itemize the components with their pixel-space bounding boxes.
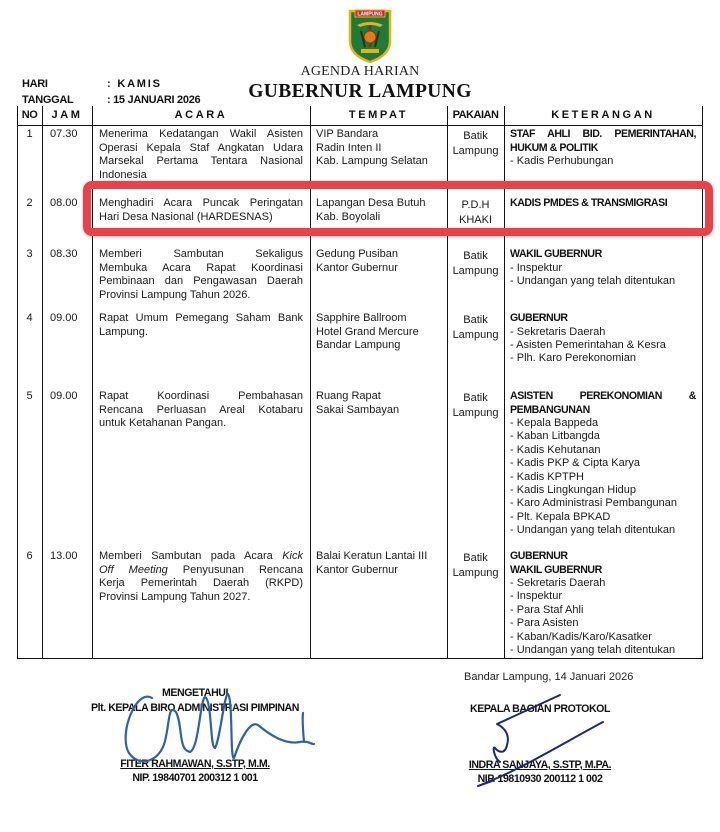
row-dress-code (448, 129, 503, 159)
right-sig-title: KEPALA BAGIAN PROTOKOL (470, 703, 610, 715)
attendee-name: Kaban Litbangda (516, 430, 600, 443)
location-line: Gedung Pusiban (316, 248, 398, 260)
table-border-left (17, 106, 18, 659)
bullet-dash: - (510, 274, 517, 287)
remarks-attendee-item (510, 484, 696, 497)
event-text-line: Provinsi Lampung Tahun 2027. (99, 590, 251, 603)
location-line: Bandar Lampung (316, 339, 401, 351)
bullet-dash: - (510, 484, 517, 497)
table-border-bottom (17, 658, 703, 659)
hari-value: : KAMIS (107, 78, 162, 90)
row-event-description (99, 248, 303, 302)
dress-code-line: Batik (463, 552, 488, 564)
location-line: Balai Keratun Lantai III (316, 550, 428, 562)
attendee-name: Para Asisten (516, 617, 579, 630)
remarks-attendee-heading: ASISTEN PEREKONOMIAN & PEMBANGUNAN (510, 390, 696, 416)
attendee-name: Inspektur (516, 261, 562, 274)
bullet-dash: - (510, 590, 517, 603)
remarks-attendee-item (510, 644, 696, 657)
remarks-attendee-item (510, 430, 696, 443)
row-dress-code (448, 551, 503, 581)
location-line: VIP Bandara (316, 128, 379, 140)
left-sig-line1: MENGETAHUI (162, 687, 228, 699)
location-line: Radin Inten II (316, 141, 382, 154)
dress-code-line: Batik (463, 314, 488, 326)
remarks-attendee-item (510, 275, 696, 288)
remarks-attendee-item (510, 604, 696, 617)
bullet-dash: - (510, 443, 517, 456)
tanggal-label: TANGGAL (22, 94, 74, 106)
remarks-attendee-item (510, 457, 696, 470)
row-location (316, 550, 441, 577)
remarks-attendee-item (510, 444, 696, 457)
right-sig-nip: NIP. 19810930 200112 1 002 (477, 773, 603, 785)
event-text-line: Memberi Sambutan Sekaligus (99, 248, 303, 260)
row-dress-code (448, 391, 503, 421)
remarks-attendee-item (510, 577, 696, 590)
attendee-name: Kadis Kehutanan (516, 443, 601, 456)
lampung-emblem-logo (347, 7, 393, 63)
row-remarks (510, 312, 696, 366)
column-divider (42, 106, 43, 659)
attendee-name: Plt. Kepala BPKAD (516, 510, 611, 523)
location-line: Ruang Rapat (316, 390, 381, 402)
remarks-attendee-item (510, 339, 696, 352)
row-event-description (99, 312, 303, 339)
event-text-line (99, 550, 303, 564)
row-number: 4 (26, 312, 33, 324)
dress-code-line: KHAKI (458, 214, 492, 226)
attendee-name: Para Staf Ahli (516, 603, 584, 616)
row-time: 07.30 (50, 128, 78, 140)
bullet-dash: - (510, 617, 517, 630)
right-signature-block (440, 703, 640, 785)
bullet-dash: - (510, 430, 517, 443)
event-text-line: Indonesia (99, 168, 147, 181)
logo-banner-text: LAMPUNG (357, 11, 383, 18)
location-line: Lapangan Desa Butuh (316, 197, 426, 209)
left-sig-title: Plt. KEPALA BIRO ADMINISTRASI PIMPINAN (91, 702, 299, 714)
hari-label: HARI (22, 78, 48, 90)
bullet-dash: - (510, 457, 517, 470)
bullet-dash: - (510, 325, 517, 338)
place-date: Bandar Lampung, 14 Januari 2026 (464, 671, 634, 683)
row-time: 13.00 (50, 550, 78, 562)
dress-code-line: Batik (463, 130, 488, 142)
event-text-line: Rapat Umum Pemegang Saham Bank (99, 312, 303, 324)
dress-code-line: P.D.H (461, 199, 490, 211)
row-location (316, 312, 441, 353)
attendee-name: Kadis Lingkungan Hidup (516, 484, 636, 497)
row-time: 08.30 (50, 248, 78, 260)
bullet-dash: - (510, 338, 517, 351)
location-line: Kab. Boyolali (316, 210, 381, 223)
event-text-line: Kerja Pemerintah Daerah (RKPD) (99, 577, 303, 589)
remarks-attendee-heading: GUBERNUR (510, 312, 568, 324)
column-header-no: NO (21, 109, 38, 121)
remarks-attendee-item (510, 617, 696, 630)
row-location (316, 390, 441, 417)
bullet-dash: - (510, 630, 517, 643)
remarks-attendee-heading: WAKIL GUBERNUR (510, 248, 602, 260)
location-line: Kantor Gubernur (316, 563, 398, 576)
row-number: 6 (26, 550, 33, 562)
right-sig-name: INDRA SANJAYA, S.STP, M.PA. (468, 759, 612, 771)
bullet-dash: - (510, 510, 517, 523)
bullet-dash: - (510, 497, 517, 510)
row-dress-code (448, 249, 503, 279)
attendee-name: Inspektur (516, 590, 562, 603)
remarks-attendee-item (510, 262, 696, 275)
event-text-line: untuk Ketahanan Pangan. (99, 417, 227, 429)
row-time: 08.00 (50, 197, 78, 209)
location-line: Kab. Lampung Selatan (316, 155, 428, 167)
remarks-attendee-item (510, 631, 696, 644)
highlight-annotation-box (83, 181, 713, 236)
left-sig-name: FITER RAHMAWAN, S.STP, M.M. (120, 758, 270, 770)
column-header-acara: ACARA (174, 109, 228, 121)
event-text-line: Operasi Kepala Staf Angkatan Udara (99, 141, 303, 154)
event-text-segment: Penyusunan Rencana (167, 563, 304, 576)
bullet-dash: - (510, 155, 517, 167)
row-remarks (510, 550, 696, 657)
attendee-name: Kadis Perhubungan (516, 155, 614, 167)
row-time: 09.00 (50, 390, 78, 402)
location-line: Kantor Gubernur (316, 261, 398, 274)
row-remarks (510, 390, 696, 538)
column-header-tempat: TEMPAT (348, 109, 409, 121)
remarks-attendee-heading: WAKIL GUBERNUR (510, 563, 602, 576)
bullet-dash: - (510, 417, 517, 429)
event-text-line: Rencana Perluasan Areal Kotabaru (99, 403, 303, 416)
dress-code-line: Lampung (452, 265, 499, 277)
bullet-dash: - (510, 524, 517, 537)
attendee-name: Sekretaris Daerah (516, 325, 606, 338)
remarks-attendee-item (510, 497, 696, 510)
document-title: AGENDA HARIAN (300, 64, 420, 79)
left-signature-block (60, 687, 330, 784)
row-number: 3 (26, 248, 33, 260)
row-remarks (510, 128, 696, 168)
row-time: 09.00 (50, 312, 78, 324)
attendee-name: Kaban/Kadis/Karo/Kasatker (516, 630, 652, 643)
event-text-line: Menghadiri Acara Puncak Peringatan (99, 197, 303, 209)
header-divider (17, 125, 703, 126)
attendee-name: Kadis PKP & Cipta Karya (516, 457, 641, 470)
event-text-italic: Off Meeting (99, 563, 168, 576)
remarks-attendee-item (510, 471, 696, 484)
remarks-attendee-item (510, 155, 696, 168)
event-text-italic: Kick (282, 550, 303, 562)
row-event-description (99, 390, 303, 431)
attendee-name: Asisten Pemerintahan & Kesra (516, 338, 666, 351)
column-header-pakaian: PAKAIAN (452, 109, 499, 121)
event-text-line: Pembinaan dan Pengawasan Daerah (99, 275, 303, 287)
location-line: Sakai Sambayan (316, 403, 400, 416)
bullet-dash: - (510, 352, 517, 365)
row-number: 5 (26, 390, 33, 402)
attendee-name: Kadis KPTPH (516, 470, 584, 483)
column-header-keterangan: KETERANGAN (551, 109, 655, 121)
bullet-dash: - (510, 577, 517, 589)
remarks-attendee-item (510, 326, 696, 339)
event-text-line: Provinsi Lampung Tahun 2026. (99, 288, 251, 301)
attendee-name: Undangan yang telah ditentukan (516, 524, 676, 537)
remarks-attendee-item (510, 524, 696, 537)
event-text-segment: Memberi Sambutan pada Acara (99, 550, 283, 562)
event-text-line: Lampung. (99, 325, 148, 338)
bullet-dash: - (510, 470, 517, 483)
row-location (316, 128, 441, 169)
dress-code-line: Batik (463, 250, 488, 262)
location-line: Hotel Grand Mercure (316, 325, 419, 338)
remarks-attendee-item (510, 352, 696, 365)
location-line: Sapphire Ballroom (316, 312, 407, 324)
attendee-name: Kepala Bappeda (516, 417, 599, 429)
row-number: 2 (26, 197, 33, 209)
attendee-name: Plh. Karo Perekonomian (516, 352, 636, 365)
row-dress-code (448, 313, 503, 343)
attendee-name: Undangan yang telah ditentukan (516, 274, 676, 287)
attendee-name: Karo Administrasi Pembangunan (516, 497, 677, 510)
dress-code-line: Lampung (452, 329, 499, 341)
bullet-dash: - (510, 261, 517, 274)
remarks-attendee-item (510, 590, 696, 603)
attendee-name: Sekretaris Daerah (516, 577, 606, 589)
event-text-line: Rapat Koordinasi Pembahasan (99, 390, 303, 402)
bullet-dash: - (510, 603, 517, 616)
tanggal-value: : 15 JANUARI 2026 (107, 94, 201, 106)
event-text-line: Marsekal Pertama Tentara Nasional (99, 155, 303, 167)
event-text-line: Hari Desa Nasional (HARDESNAS) (99, 210, 273, 223)
bullet-dash: - (510, 644, 517, 657)
row-location (316, 248, 441, 275)
dress-code-line: Lampung (452, 407, 499, 419)
remarks-attendee-heading: KADIS PMDES & TRANSMIGRASI (510, 197, 668, 209)
event-text-line (99, 564, 303, 578)
row-event-description (99, 550, 303, 604)
row-event-description (99, 128, 303, 182)
attendee-name: Undangan yang telah ditentukan (516, 644, 676, 657)
event-text-line: Menerima Kedatangan Wakil Asisten (99, 128, 303, 140)
row-remarks (510, 248, 696, 288)
dress-code-line: Batik (463, 392, 488, 404)
column-header-jam: JAM (51, 109, 83, 121)
remarks-attendee-item (510, 511, 696, 524)
left-sig-nip: NIP. 19840701 200312 1 001 (132, 772, 258, 784)
document-subtitle: GUBERNUR LAMPUNG (248, 81, 472, 102)
remarks-attendee-item (510, 417, 696, 430)
row-number: 1 (26, 128, 33, 140)
dress-code-line: Lampung (452, 145, 499, 157)
dress-code-line: Lampung (452, 567, 499, 579)
event-text-line: Membuka Acara Rapat Koordinasi (99, 261, 303, 274)
remarks-attendee-heading: STAF AHLI BID. PEMERINTAHAN, HUKUM & POLITIK (510, 128, 696, 154)
remarks-attendee-heading: GUBERNUR (510, 550, 568, 562)
